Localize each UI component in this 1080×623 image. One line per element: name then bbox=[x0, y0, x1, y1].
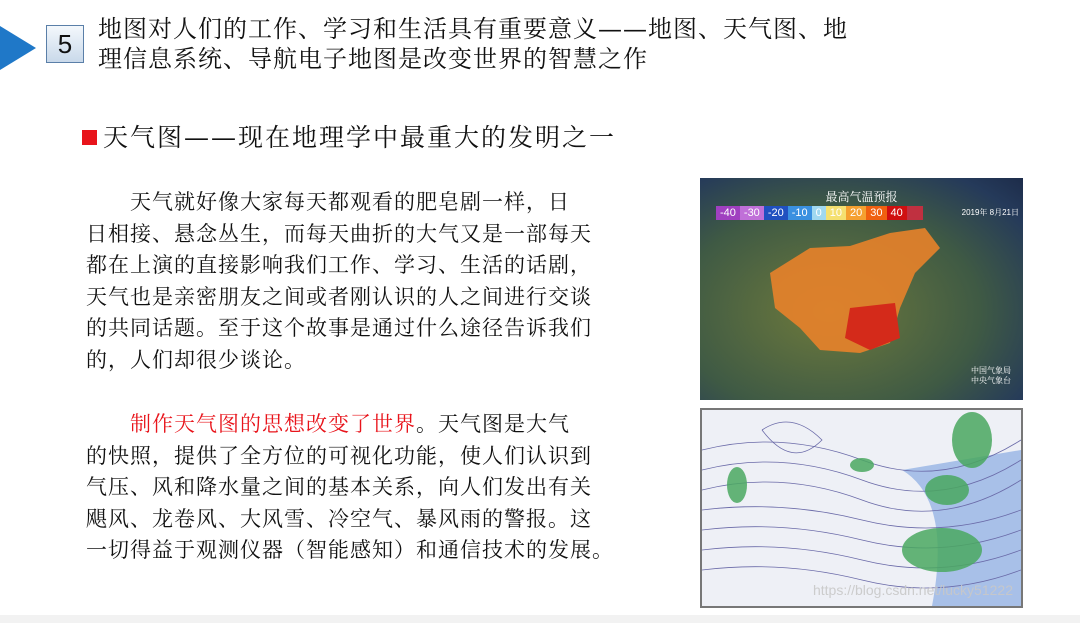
paragraph-2 bbox=[86, 409, 666, 567]
map-date: 2019年 8月21日 bbox=[961, 208, 1019, 217]
watermark: https://blog.csdn.net/lucky51222 bbox=[812, 582, 1013, 598]
subheading-text: 天气图——现在地理学中最重大的发明之一 bbox=[103, 123, 617, 152]
text-line: 飓风、龙卷风、大风雪、冷空气、暴风雨的警报。这 bbox=[86, 506, 592, 531]
bottom-bar bbox=[0, 615, 1080, 623]
legend-swatch: -30 bbox=[740, 206, 764, 220]
source-line: 中央气象台 bbox=[971, 376, 1011, 385]
text-line: 天气就好像大家每天都观看的肥皂剧一样，日 bbox=[86, 190, 570, 214]
bullet-square-icon bbox=[82, 130, 97, 145]
subheading bbox=[82, 118, 616, 154]
temperature-forecast-map bbox=[700, 178, 1023, 400]
text: 。天气图是大气 bbox=[416, 412, 570, 436]
text-line: 的快照，提供了全方位的可视化功能，使人们认识到 bbox=[86, 443, 592, 468]
paragraph-1 bbox=[86, 187, 666, 376]
legend-swatch: -40 bbox=[716, 206, 740, 220]
synoptic-weather-map bbox=[700, 408, 1023, 608]
slide-title bbox=[98, 14, 848, 74]
text-line: 的共同话题。至于这个故事是通过什么途径告诉我们 bbox=[86, 316, 592, 340]
legend-swatch: -10 bbox=[788, 206, 812, 220]
legend-swatch: 10 bbox=[826, 206, 846, 220]
legend-swatch: 0 bbox=[812, 206, 826, 220]
text-line: 气压、风和降水量之间的基本关系，向人们发出有关 bbox=[86, 475, 592, 499]
text-line: 天气也是亲密朋友之间或者刚认识的人之间进行交谈 bbox=[86, 284, 592, 309]
map-title: 最高气温预报 bbox=[825, 190, 898, 204]
highlight-text: 制作天气图的思想改变了世界 bbox=[86, 412, 416, 436]
temperature-legend bbox=[716, 206, 923, 220]
text-line: 都在上演的直接影响我们工作、学习、生活的话剧， bbox=[86, 253, 592, 277]
title-line: 地图对人们的工作、学习和生活具有重要意义——地图、天气图、地 bbox=[98, 15, 848, 43]
source-line: 中国气象局 bbox=[971, 366, 1011, 375]
legend-swatch: -20 bbox=[764, 206, 788, 220]
text-line: 一切得益于观测仪器（智能感知）和通信技术的发展。 bbox=[86, 538, 614, 562]
slide-number: 5 bbox=[46, 25, 84, 63]
text-line: 的，人们却很少谈论。 bbox=[86, 347, 306, 372]
legend-swatch bbox=[907, 206, 923, 220]
isobar-map-graphic bbox=[702, 410, 1021, 606]
text-line: 日相接、悬念丛生，而每天曲折的大气又是一部每天 bbox=[86, 221, 592, 246]
legend-swatch: 40 bbox=[887, 206, 907, 220]
legend-swatch: 30 bbox=[866, 206, 886, 220]
slide-marker-arrow bbox=[0, 26, 36, 70]
title-line: 理信息系统、导航电子地图是改变世界的智慧之作 bbox=[98, 45, 648, 73]
map-source bbox=[971, 366, 1011, 386]
legend-swatch: 20 bbox=[846, 206, 866, 220]
